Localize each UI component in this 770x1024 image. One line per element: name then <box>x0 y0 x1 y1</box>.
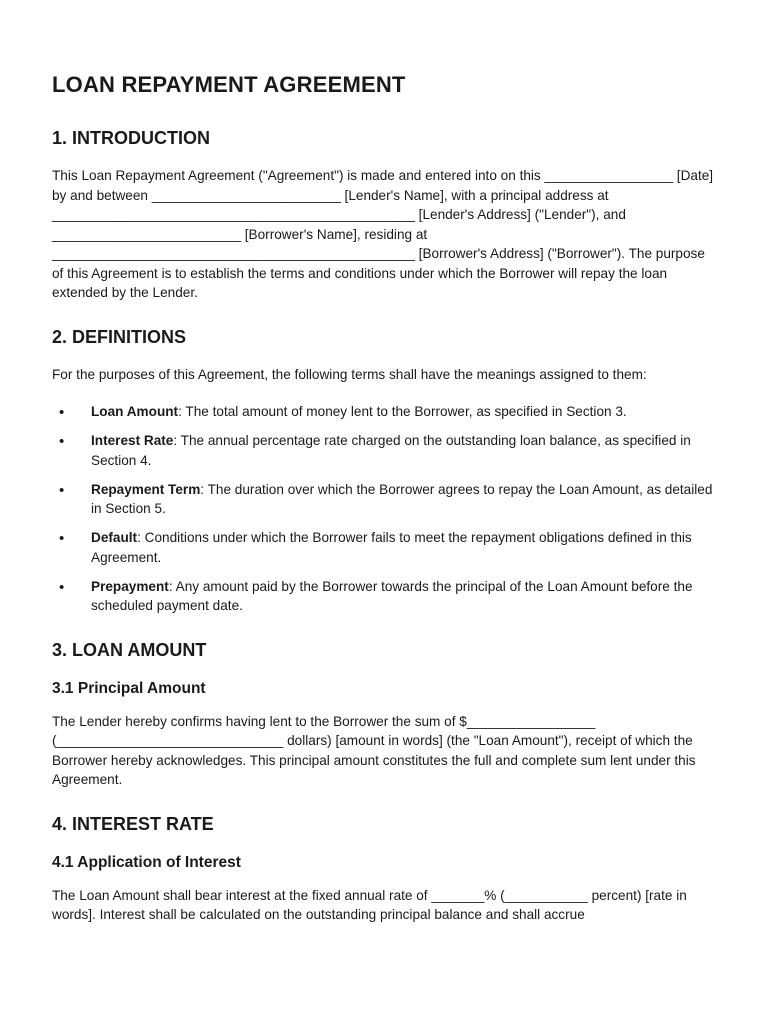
definition-text: : The duration over which the Borrower agrees to repay the Loan Amount, as detailed in Section 5. <box>91 481 713 516</box>
section-definitions <box>52 325 720 616</box>
principal-amount-paragraph: The Lender hereby confirms having lent to the Borrower the sum of $_________________ (______________________________ dollars) [amount in words] (the "Loan Amount"), receipt of which the Borrower hereby acknowledges. This principal amount constitutes the full and complete sum lent under this Agreement. <box>52 713 696 787</box>
bullet-icon: • <box>59 578 65 596</box>
bullet-icon: • <box>59 530 65 547</box>
section-introduction <box>52 126 720 303</box>
definition-term: Loan Amount <box>91 404 179 419</box>
section-heading-loan-amount: 3. LOAN AMOUNT <box>52 639 207 660</box>
definition-text: : Conditions under which the Borrower fails to meet the repayment obligations defined in this Agreement. <box>91 530 692 565</box>
document-page <box>52 70 720 947</box>
application-of-interest-paragraph: The Loan Amount shall bear interest at the fixed annual rate of _______% (___________ percent) [rate in words]. Interest shall be calculated on the outstanding principal balance and shall accrue <box>52 887 687 922</box>
section-interest-rate <box>52 812 720 925</box>
subsection-heading-application-of-interest: 4.1 Application of Interest <box>52 853 241 871</box>
list-item <box>52 577 720 616</box>
list-item <box>52 402 720 422</box>
definition-term: Default <box>91 530 138 545</box>
bullet-icon: • <box>59 404 65 421</box>
definition-term: Prepayment <box>91 578 169 594</box>
list-item <box>52 480 720 519</box>
bullet-icon: • <box>59 481 65 499</box>
list-item <box>52 528 720 567</box>
bullet-icon: • <box>59 433 65 450</box>
section-loan-amount <box>52 638 720 790</box>
introduction-paragraph: This Loan Repayment Agreement ("Agreement") is made and entered into on this _________________ [Date] by and between _________________________ [Lender's Name], with a principal address at ________________________________________________ [Lender's Address] ("Lender"), and _________________________ [Borrower's Name], residing at ________________________________________________ [Borrower's Address] ("Borrower"). The purpose of this Agreement is to establish the terms and conditions under which the Borrower will repay the loan extended by the Lender. <box>52 168 714 300</box>
section-heading-interest-rate: 4. INTEREST RATE <box>52 813 214 834</box>
subsection-heading-principal-amount: 3.1 Principal Amount <box>52 679 206 697</box>
section-heading-definitions: 2. DEFINITIONS <box>52 326 187 347</box>
definition-text: : The total amount of money lent to the Borrower, as specified in Section 3. <box>178 404 627 419</box>
definition-term: Repayment Term <box>91 481 201 497</box>
list-item <box>52 431 720 470</box>
document-title: LOAN REPAYMENT AGREEMENT <box>52 72 406 97</box>
definition-text: : The annual percentage rate charged on the outstanding loan balance, as specified in Section 4. <box>91 433 691 468</box>
definitions-list <box>52 402 720 616</box>
section-heading-introduction: 1. INTRODUCTION <box>52 128 211 148</box>
definition-term: Interest Rate <box>91 433 174 448</box>
definitions-intro-paragraph: For the purposes of this Agreement, the following terms shall have the meanings assigned to them: <box>52 366 647 382</box>
definition-text: : Any amount paid by the Borrower towards the principal of the Loan Amount before the scheduled payment date. <box>91 578 693 613</box>
